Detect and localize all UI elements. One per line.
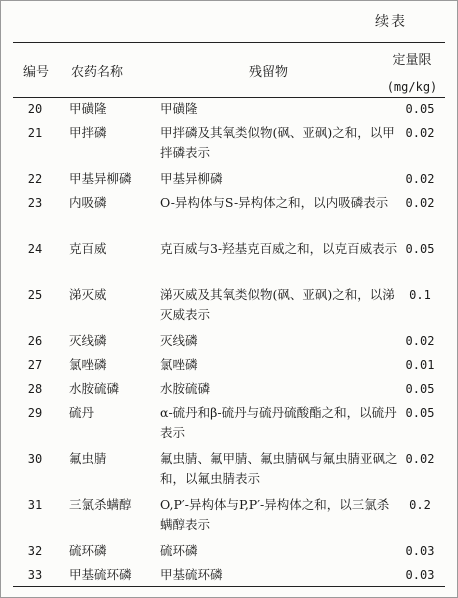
row-pesticide-name: 甲基硫环磷 [69, 567, 132, 582]
row-limit: 0.2 [409, 498, 431, 512]
row-limit: 0.03 [405, 544, 435, 558]
row-number: 33 [27, 568, 43, 582]
row-number: 21 [27, 126, 43, 140]
row-number: 24 [27, 242, 43, 256]
row-residue: 水胺硫磷 [160, 381, 211, 396]
row-limit: 0.01 [405, 358, 435, 372]
table-row [13, 329, 445, 353]
row-number: 32 [27, 544, 43, 558]
table-row [13, 191, 445, 237]
row-limit: 0.02 [405, 172, 435, 186]
row-pesticide-name: 灭线磷 [69, 333, 107, 348]
header-pesticide-name: 农药名称 [71, 65, 124, 80]
table-row [13, 563, 445, 587]
table-row [13, 237, 445, 283]
table-top-rule [13, 42, 445, 43]
row-pesticide-name: 甲基异柳磷 [69, 171, 132, 186]
header-number: 编号 [23, 65, 50, 80]
row-residue: 甲基硫环磷 [160, 567, 223, 582]
row-limit: 0.02 [405, 126, 435, 140]
table-row [13, 401, 445, 447]
table-row [13, 121, 445, 167]
table-row [13, 539, 445, 563]
row-limit: 0.02 [405, 452, 435, 466]
row-limit: 0.02 [405, 334, 435, 348]
row-residue: 甲基异柳磷 [160, 171, 223, 186]
row-pesticide-name: 硫环磷 [69, 543, 107, 558]
header-limit-unit: (mg/kg) [386, 80, 438, 94]
row-number: 23 [27, 196, 43, 210]
row-residue: α-硫丹和β-硫丹与硫丹硫酸酯之和，以硫丹表示 [160, 405, 397, 440]
row-residue: 克百威与3-羟基克百威之和，以克百威表示 [160, 241, 398, 256]
row-number: 27 [27, 358, 43, 372]
row-number: 25 [27, 288, 43, 302]
table-row [13, 97, 445, 121]
header-limit [385, 48, 439, 100]
table-row [13, 283, 445, 329]
row-number: 28 [27, 382, 43, 396]
row-limit: 0.05 [405, 102, 435, 116]
table-bottom-rule [13, 586, 445, 587]
row-pesticide-name: 甲拌磷 [69, 125, 107, 140]
header-residue: 残留物 [249, 65, 289, 80]
row-pesticide-name: 内吸磷 [69, 195, 107, 210]
row-number: 26 [27, 334, 43, 348]
row-pesticide-name: 水胺硫磷 [69, 381, 120, 396]
row-pesticide-name: 涕灭威 [69, 287, 107, 302]
row-residue: 硫环磷 [160, 543, 198, 558]
row-residue: 氟虫腈、氟甲腈、氟虫腈砜与氟虫腈亚砜之和，以氟虫腈表示 [160, 451, 398, 486]
table-row [13, 447, 445, 493]
row-residue: 氯唑磷 [160, 357, 198, 372]
table-row [13, 377, 445, 401]
row-limit: 0.05 [405, 406, 435, 420]
row-pesticide-name: 氟虫腈 [69, 451, 107, 466]
row-limit: 0.03 [405, 568, 435, 582]
row-limit: 0.05 [405, 382, 435, 396]
continued-label: 续表 [375, 14, 407, 30]
row-number: 20 [27, 102, 43, 116]
row-residue: 灭线磷 [160, 333, 198, 348]
row-pesticide-name: 三氯杀螨醇 [69, 497, 132, 512]
table-row [13, 493, 445, 539]
row-pesticide-name: 克百威 [69, 241, 107, 256]
row-residue: 甲拌磷及其氧类似物(砜、亚砜)之和，以甲拌磷表示 [160, 125, 395, 160]
row-pesticide-name: 氯唑磷 [69, 357, 107, 372]
row-residue: O,P′-异构体与P,P′-异构体之和，以三氯杀螨醇表示 [160, 497, 390, 532]
row-limit: 0.1 [409, 288, 431, 302]
header-limit-title: 定量限 [392, 53, 432, 68]
table-body [13, 97, 445, 587]
row-number: 30 [27, 452, 43, 466]
row-number: 22 [27, 172, 43, 186]
row-pesticide-name: 硫丹 [69, 405, 95, 420]
row-number: 29 [27, 406, 43, 420]
row-limit: 0.05 [405, 242, 435, 256]
row-residue: 甲磺隆 [160, 101, 198, 116]
row-residue: O-异构体与S-异构体之和，以内吸磷表示 [160, 195, 389, 210]
table-row [13, 167, 445, 191]
row-residue: 涕灭威及其氧类似物(砜、亚砜)之和，以涕灭威表示 [160, 287, 395, 322]
row-limit: 0.02 [405, 196, 435, 210]
table-row [13, 353, 445, 377]
row-number: 31 [27, 498, 43, 512]
row-pesticide-name: 甲磺隆 [69, 101, 107, 116]
